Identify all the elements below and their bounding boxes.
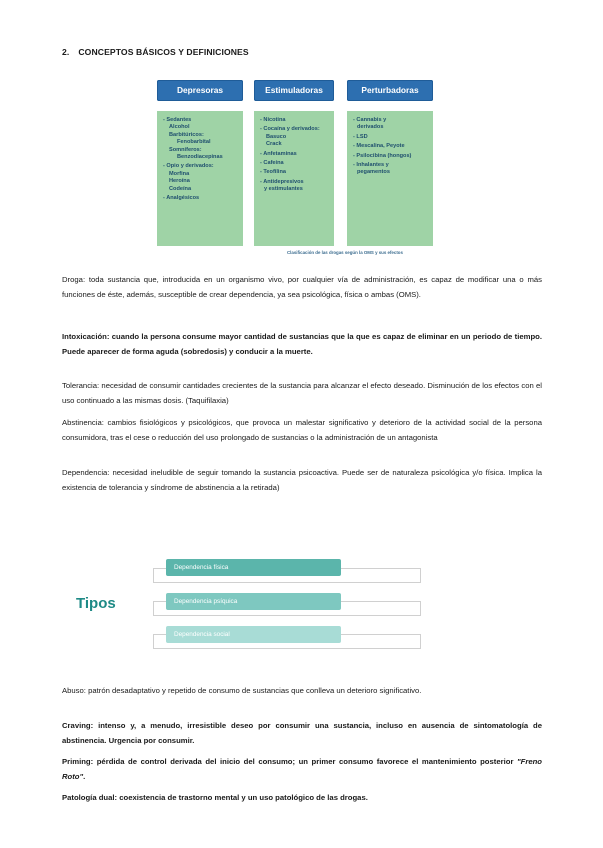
definition-text: necesidad de consumir cantidades crecientes de la sustancia para alcanzar el efecto deseado. Disminución de los efectos con el uso continuado a las mismas dosis. (Taquifilaxia) bbox=[62, 381, 542, 405]
classification-line: Basuco bbox=[266, 133, 287, 140]
definition-tail: . bbox=[83, 771, 86, 781]
classification-line: Morfina bbox=[169, 170, 190, 177]
classification-line: - Inhalantes y bbox=[353, 162, 389, 169]
column-body-perturbadoras bbox=[347, 111, 433, 246]
classification-line: - Cafeína bbox=[260, 160, 284, 167]
classification-line: - Analgésicos bbox=[163, 195, 200, 202]
definition-term: Craving: bbox=[62, 721, 94, 730]
classification-line: - Anfetaminas bbox=[260, 150, 297, 157]
classification-line: - Mescalina, Peyote bbox=[353, 143, 405, 150]
definition-dependencia bbox=[62, 466, 542, 495]
classification-line: Fenobarbital bbox=[177, 139, 211, 146]
definition-tolerancia bbox=[62, 379, 542, 408]
classification-figure bbox=[157, 80, 437, 260]
definition-term: Abstinencia: bbox=[62, 418, 104, 427]
definition-abuso bbox=[62, 684, 542, 699]
tipo-dependencia-psiquica: Dependencia psíquica bbox=[166, 593, 341, 610]
definition-text: cambios fisiológicos y psicológicos, que provoca un malestar significativo y deterioro de la actividad social de la persona consumidora, tras el cese o reducción del uso prolongado de sustancias o la administración de un antagonista bbox=[62, 418, 542, 442]
column-body-depresoras bbox=[157, 111, 243, 246]
definition-text: intenso y, a menudo, irresistible deseo por consumir una sustancia, incluso en ausencia de sintomatología de abstinencia. Urgencia por consumir. bbox=[62, 721, 542, 745]
definition-term: Droga: bbox=[62, 275, 86, 284]
definition-term: Dependencia: bbox=[62, 468, 110, 477]
column-body-estimuladoras bbox=[254, 111, 334, 246]
classification-line: Benzodiacepinas bbox=[177, 154, 223, 161]
classification-line: Heroína bbox=[169, 178, 190, 185]
definition-term: Tolerancia: bbox=[62, 381, 100, 390]
classification-line: - Opio y derivados: bbox=[163, 163, 214, 170]
definition-patologia-dual bbox=[62, 791, 542, 806]
figure-caption: Clasificación de las drogas según la OMS y sus efectos bbox=[287, 250, 403, 255]
tipo-dependencia-social: Dependencia social bbox=[166, 626, 341, 643]
definition-text: cuando la persona consume mayor cantidad de sustancias que la que es capaz de eliminar en un periodo de tiempo. Puede aparecer de forma aguda (sobredosis) y conducir a la muerte. bbox=[62, 332, 542, 356]
classification-line: - Teofilina bbox=[260, 169, 286, 176]
definition-text: toda sustancia que, introducida en un organismo vivo, por cualquier vía de administración, es capaz de modificar una o más funciones de éste, además, susceptible de crear dependencia, ya sea psicológica, física o ambas (OMS). bbox=[62, 275, 542, 299]
definition-priming bbox=[62, 755, 542, 784]
classification-line: - Cocaína y derivados: bbox=[260, 126, 320, 133]
section-number: 2. bbox=[62, 47, 70, 57]
section-title: CONCEPTOS BÁSICOS Y DEFINICIONES bbox=[78, 47, 249, 57]
definition-droga bbox=[62, 273, 542, 302]
classification-line: Somníferos: bbox=[169, 146, 202, 153]
section-heading bbox=[62, 47, 249, 57]
classification-line: - Cannabis y bbox=[353, 117, 387, 123]
classification-line: Alcohol bbox=[169, 124, 190, 131]
classification-line: - Nicotina bbox=[260, 117, 286, 123]
classification-line: Codeína bbox=[169, 185, 192, 192]
classification-line: - Psilocibina (hongos) bbox=[353, 152, 412, 159]
classification-line: derivados bbox=[357, 124, 384, 131]
definition-text: necesidad ineludible de seguir tomando la sustancia psicoactiva. Puede ser de naturaleza psicológica y/o física. Implica la existencia de tolerancia y síndrome de abstinencia a la retirada) bbox=[62, 468, 542, 492]
definition-italic: "Freno Roto" bbox=[62, 757, 542, 781]
classification-line: - LSD bbox=[353, 133, 368, 140]
tipos-title: Tipos bbox=[76, 595, 116, 612]
classification-line: pegamentos bbox=[357, 169, 390, 176]
definition-abstinencia bbox=[62, 416, 542, 445]
column-header-estimuladoras: Estimuladoras bbox=[254, 80, 334, 101]
definition-intoxicacion bbox=[62, 330, 542, 359]
classification-line: y estimulantes bbox=[264, 186, 303, 193]
definition-term: Patología dual: bbox=[62, 793, 118, 802]
classification-line: Barbitúricos: bbox=[169, 131, 204, 138]
column-header-depresoras: Depresoras bbox=[157, 80, 243, 101]
definition-term: Abuso: bbox=[62, 686, 86, 695]
definition-text: coexistencia de trastorno mental y un uso patológico de las drogas. bbox=[117, 793, 368, 802]
column-header-perturbadoras: Perturbadoras bbox=[347, 80, 433, 101]
definition-term: Priming: bbox=[62, 757, 94, 766]
classification-line: - Sedantes bbox=[163, 117, 192, 123]
definition-text: patrón desadaptativo y repetido de consumo de sustancias que conlleva un deterioro significativo. bbox=[85, 686, 422, 695]
classification-line: - Antidepresivos bbox=[260, 178, 304, 185]
definition-text: pérdida de control derivada del inicio del consumo; un primer consumo favorece el mantenimiento posterior bbox=[93, 757, 517, 766]
definition-term: Intoxicación: bbox=[62, 332, 110, 341]
definition-craving bbox=[62, 719, 542, 748]
tipos-figure bbox=[76, 558, 376, 658]
classification-line: Crack bbox=[266, 141, 282, 148]
tipo-dependencia-fisica: Dependencia física bbox=[166, 559, 341, 576]
